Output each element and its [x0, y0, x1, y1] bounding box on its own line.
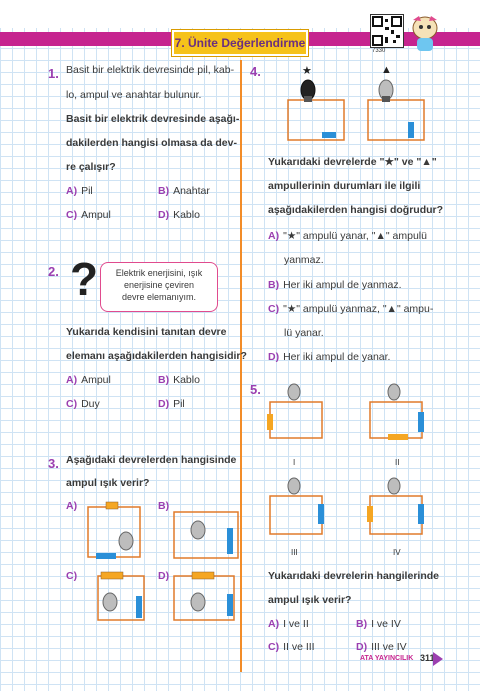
q3-line-1: Aşağıdaki devrelerden hangisinde — [66, 454, 237, 466]
q5-circuit-4 — [368, 478, 430, 540]
q5-line-1: Yukarıdaki devrelerin hangilerinde — [268, 570, 439, 582]
q1-line-2: lo, ampul ve anahtar bulunur. — [66, 89, 202, 101]
q3-option-d[interactable]: D) — [158, 570, 170, 582]
q3-circuit-b — [172, 510, 244, 565]
question-number: 4. — [250, 64, 261, 79]
q3-option-c[interactable]: C) — [66, 570, 78, 582]
q5-circuit-3 — [268, 478, 330, 540]
q1-bold-line-2: dakilerden hangisi olmasa da dev- — [66, 137, 237, 149]
question-number: 5. — [250, 382, 261, 397]
circuit-label: I — [293, 458, 296, 467]
q3-line-2: ampul ışık verir? — [66, 477, 150, 489]
speech-bubble — [100, 262, 218, 312]
q1-line-1: Basit bir elektrik devresinde pil, kab- — [66, 64, 235, 76]
q2-option-d[interactable]: D) Pil — [158, 398, 185, 410]
q3-option-a[interactable]: A) — [66, 500, 78, 512]
q1-bold-line-1: Basit bir elektrik devresinde aşağı- — [66, 113, 240, 125]
question-mark-icon: ? — [70, 253, 99, 305]
next-page-arrow-icon[interactable] — [433, 652, 443, 666]
q4-option-a[interactable]: A) "★" ampulü yanar, "▲" ampulü — [268, 230, 427, 242]
question-number: 3. — [48, 456, 59, 471]
q5-option-b[interactable]: B) I ve IV — [356, 618, 401, 630]
q2-option-b[interactable]: B) Kablo — [158, 374, 200, 386]
q3-option-b[interactable]: B) — [158, 500, 170, 512]
q4-circuit-triangle — [366, 78, 428, 142]
q5-option-a[interactable]: A) I ve II — [268, 618, 309, 630]
q3-circuit-c — [96, 572, 156, 627]
circuit-label: III — [291, 548, 298, 557]
q2-option-c[interactable]: C) Duy — [66, 398, 100, 410]
q1-option-d[interactable]: D) Kablo — [158, 209, 200, 221]
q3-circuit-a — [86, 505, 146, 565]
q4-line-2: ampullerinin durumları ile ilgili — [268, 180, 421, 192]
q2-option-a[interactable]: A) Ampul — [66, 374, 111, 386]
q1-option-b[interactable]: B) Anahtar — [158, 185, 210, 197]
q4-option-d[interactable]: D) Her iki ampul de yanar. — [268, 351, 391, 363]
q4-option-a-line-2: yanmaz. — [284, 254, 324, 266]
q4-option-c[interactable]: C) "★" ampulü yanmaz, "▲" ampu- — [268, 303, 434, 315]
page-title: 7. Ünite Değerlendirme — [172, 30, 308, 56]
bubble-line-3: devre elemanıyım. — [121, 292, 197, 302]
q5-option-c[interactable]: C) II ve III — [268, 641, 315, 653]
q4-line-3: aşağıdakilerden hangisi doğrudur? — [268, 204, 444, 216]
q1-bold-line-3: re çalışır? — [66, 161, 116, 173]
q1-option-c[interactable]: C) Ampul — [66, 209, 111, 221]
q1-option-a[interactable]: A) Pil — [66, 185, 93, 197]
q5-option-d[interactable]: D) III ve IV — [356, 641, 407, 653]
qr-code-icon[interactable] — [370, 14, 404, 48]
question-number: 2. — [48, 264, 59, 279]
q2-line-2: elemanı aşağıdakilerden hangisidir? — [66, 350, 247, 362]
q4-line-1: Yukarıdaki devrelerde "★" ve "▲" — [268, 156, 437, 168]
star-symbol: ★ — [302, 65, 312, 77]
bubble-line-2: enerjisine çeviren — [123, 280, 195, 290]
q4-option-c-line-2: lü yanar. — [284, 327, 324, 339]
page-number: 311 — [420, 653, 435, 663]
q2-line-1: Yukarıda kendisini tanıtan devre — [66, 326, 227, 338]
q5-line-2: ampul ışık verir? — [268, 594, 352, 606]
circuit-label: II — [395, 458, 400, 467]
bubble-line-1: Elektrik enerjisini, ışık — [115, 268, 203, 278]
triangle-symbol: ▲ — [381, 64, 392, 76]
q4-option-b[interactable]: B) Her iki ampul de yanmaz. — [268, 279, 402, 291]
qr-code-number: 7330 — [372, 48, 386, 54]
q5-circuit-2 — [368, 384, 430, 444]
circuit-label: IV — [393, 548, 401, 557]
mascot-icon — [408, 14, 442, 54]
publisher-logo: ATA YAYINCILIK — [360, 655, 414, 662]
q3-circuit-d — [172, 572, 244, 627]
question-number: 1. — [48, 66, 59, 81]
q5-circuit-1 — [268, 384, 330, 444]
q4-circuit-star — [286, 78, 348, 142]
